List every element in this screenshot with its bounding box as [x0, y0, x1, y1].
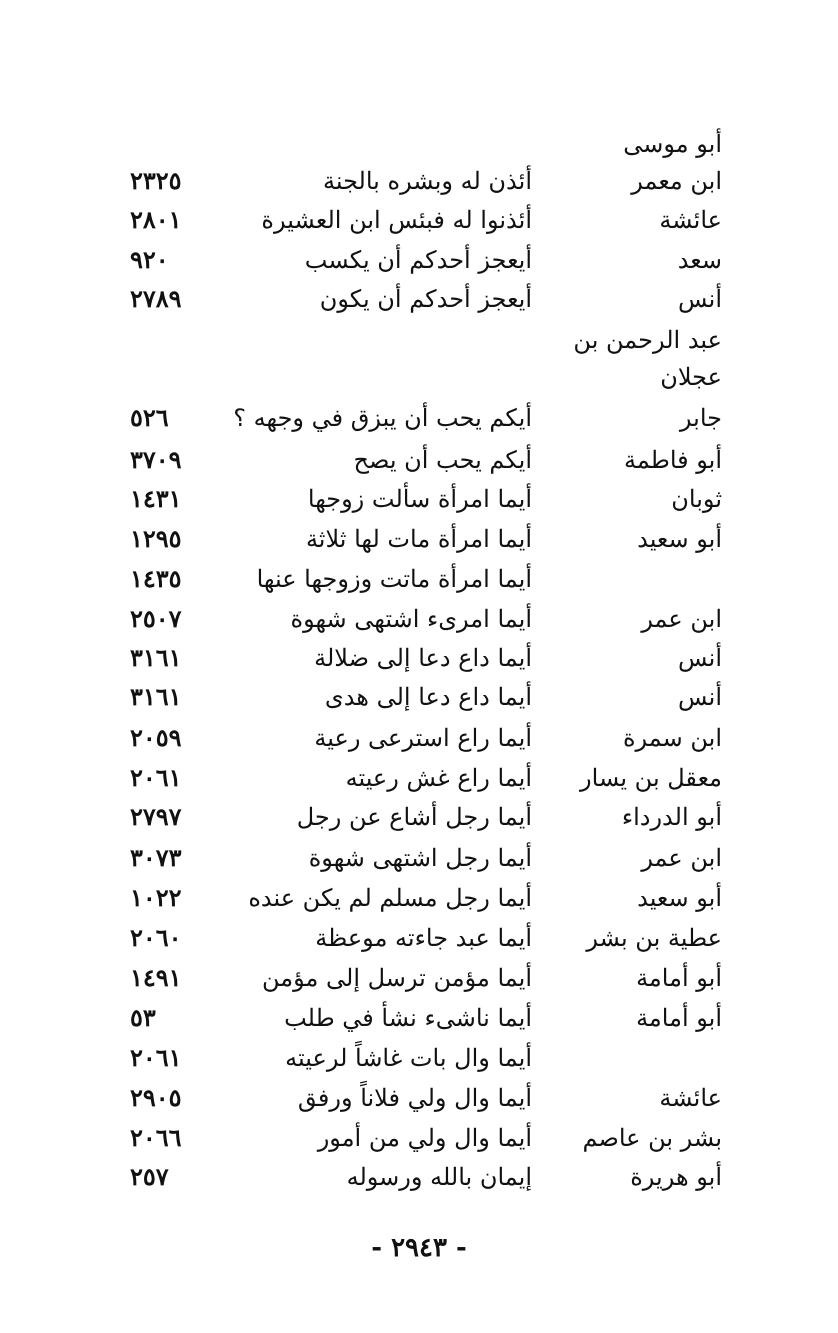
narrator-name: عبد الرحمن بن [573, 326, 722, 354]
hadith-text: أيعجز أحدكم أن يكون [319, 285, 532, 313]
list-item [0, 918, 838, 958]
list-item [0, 878, 838, 918]
narrator-name: أبو الدرداء [621, 803, 722, 831]
list-item [0, 161, 838, 201]
narrator-name: أنس [678, 285, 722, 313]
list-item [0, 1118, 838, 1158]
list-item [0, 357, 838, 397]
hadith-number: ٢٠٦١ [130, 1043, 182, 1072]
hadith-number: ٥٢٦ [130, 403, 169, 432]
narrator-name: عائشة [659, 1084, 722, 1112]
hadith-number: ٢٩٠٥ [130, 1083, 182, 1112]
list-item [0, 519, 838, 559]
narrator-name: أبو سعيد [637, 525, 722, 553]
hadith-number: ٢٥٧ [130, 1162, 169, 1191]
narrator-name: أنس [678, 644, 722, 672]
list-item [0, 838, 838, 878]
hadith-number: ٢٠٦٠ [130, 923, 182, 952]
page-number: - ٢٩٤٣ - [371, 1233, 467, 1263]
narrator-name: عجلان [660, 363, 722, 391]
hadith-number [130, 124, 220, 164]
hadith-number: ١٢٩٥ [130, 524, 182, 553]
narrator-name: عائشة [659, 206, 722, 234]
hadith-number: ٢٠٦١ [130, 763, 182, 792]
narrator-name: أبو سعيد [637, 884, 722, 912]
narrator-name: ثوبان [671, 485, 722, 513]
hadith-text: أيما وال ولي من أمور [317, 1124, 532, 1152]
hadith-number: ٢٣٢٥ [130, 166, 182, 195]
hadith-text: أيما مؤمن ترسل إلى مؤمن [262, 964, 532, 992]
list-item [0, 1038, 838, 1078]
hadith-text: أيما راع استرعى رعية [314, 724, 532, 752]
narrator-name: أبو فاطمة [623, 446, 722, 474]
list-item [0, 559, 838, 599]
narrator-name: ابن سمرة [622, 724, 722, 752]
list-item [0, 320, 838, 360]
list-item [0, 479, 838, 519]
hadith-number: ١٠٢٢ [130, 883, 182, 912]
hadith-text: إيمان بالله ورسوله [346, 1163, 532, 1191]
hadith-number: ٣٠٧٣ [130, 843, 182, 872]
hadith-number: ٣١٦١ [130, 643, 182, 672]
hadith-text: أيما امرىء اشتهى شهوة [290, 605, 532, 633]
hadith-number: ١٤٩١ [130, 963, 182, 992]
list-item [0, 599, 838, 639]
narrator-name: ابن عمر [641, 844, 722, 872]
narrator-name: أبو أمامة [636, 1004, 722, 1032]
hadith-number: ٢٠٦٦ [130, 1123, 182, 1152]
hadith-text: أيما رجل أشاع عن رجل [296, 803, 532, 831]
list-item [0, 279, 838, 319]
narrator-name: سعد [677, 246, 722, 274]
narrator-name: عطية بن بشر [586, 924, 722, 952]
hadith-text: أيما راع غش رعيته [345, 764, 532, 792]
list-item [0, 638, 838, 678]
hadith-number: ٩٢٠ [130, 245, 169, 274]
list-item [0, 1078, 838, 1118]
narrator-name: أبو أمامة [636, 964, 722, 992]
hadith-text: أيما رجل مسلم لم يكن عنده [248, 884, 532, 912]
hadith-number: ٢٧٩٧ [130, 802, 182, 831]
narrator-name: معقل بن يسار [580, 764, 722, 792]
hadith-text: أئذنوا له فبئس ابن العشيرة [261, 206, 532, 234]
hadith-number: ٣٧٠٩ [130, 445, 182, 474]
list-item [0, 797, 838, 837]
narrator-name: ابن معمر [631, 167, 722, 195]
hadith-text: أيما داع دعا إلى هدى [324, 683, 532, 711]
list-item [0, 718, 838, 758]
hadith-number: ٢٠٥٩ [130, 723, 182, 752]
hadith-number: ٣١٦١ [130, 682, 182, 711]
list-item [0, 958, 838, 998]
narrator-name: أبو هريرة [630, 1163, 722, 1191]
list-item [0, 200, 838, 240]
narrator-name: بشر بن عاصم [582, 1124, 722, 1152]
list-item [0, 677, 838, 717]
narrator-name: أبو موسى [623, 130, 722, 158]
list-item [0, 440, 838, 480]
hadith-text: أيما عبد جاءته موعظة [315, 924, 532, 952]
hadith-text: أيعجز أحدكم أن يكسب [304, 246, 532, 274]
list-item [0, 398, 838, 438]
narrator-name: ابن عمر [641, 605, 722, 633]
hadith-number: ١٤٣١ [130, 484, 182, 513]
list-item [0, 1157, 838, 1197]
hadith-text: أئذن له وبشره بالجنة [322, 167, 532, 195]
hadith-text [232, 124, 532, 164]
narrator-name: أنس [678, 683, 722, 711]
list-item [0, 124, 838, 164]
hadith-number: ٢٨٠١ [130, 205, 182, 234]
hadith-number: ٢٥٠٧ [130, 604, 182, 633]
hadith-text: أيكم يحب أن يبزق في وجهه ؟ [233, 404, 532, 432]
list-item [0, 240, 838, 280]
hadith-number: ٢٧٨٩ [130, 284, 182, 313]
hadith-text: أيما ناشىء نشأ في طلب [284, 1004, 532, 1032]
hadith-text: أيما امرأة مات لها ثلاثة [305, 525, 532, 553]
list-item [0, 758, 838, 798]
hadith-text: أيكم يحب أن يصح [353, 446, 532, 474]
hadith-number: ٥٣ [130, 1003, 156, 1032]
hadith-text: أيما رجل اشتهى شهوة [308, 844, 532, 872]
list-item [0, 998, 838, 1038]
narrator-name: جابر [679, 404, 722, 432]
hadith-text: أيما امرأة سألت زوجها [307, 485, 532, 513]
hadith-number: ١٤٣٥ [130, 564, 182, 593]
hadith-text: أيما وال ولي فلاناً ورفق [297, 1084, 532, 1112]
hadith-text: أيما داع دعا إلى ضلالة [314, 644, 532, 672]
hadith-text: أيما وال بات غاشاً لرعيته [285, 1044, 532, 1072]
hadith-text: أيما امرأة ماتت وزوجها عنها [256, 565, 532, 593]
